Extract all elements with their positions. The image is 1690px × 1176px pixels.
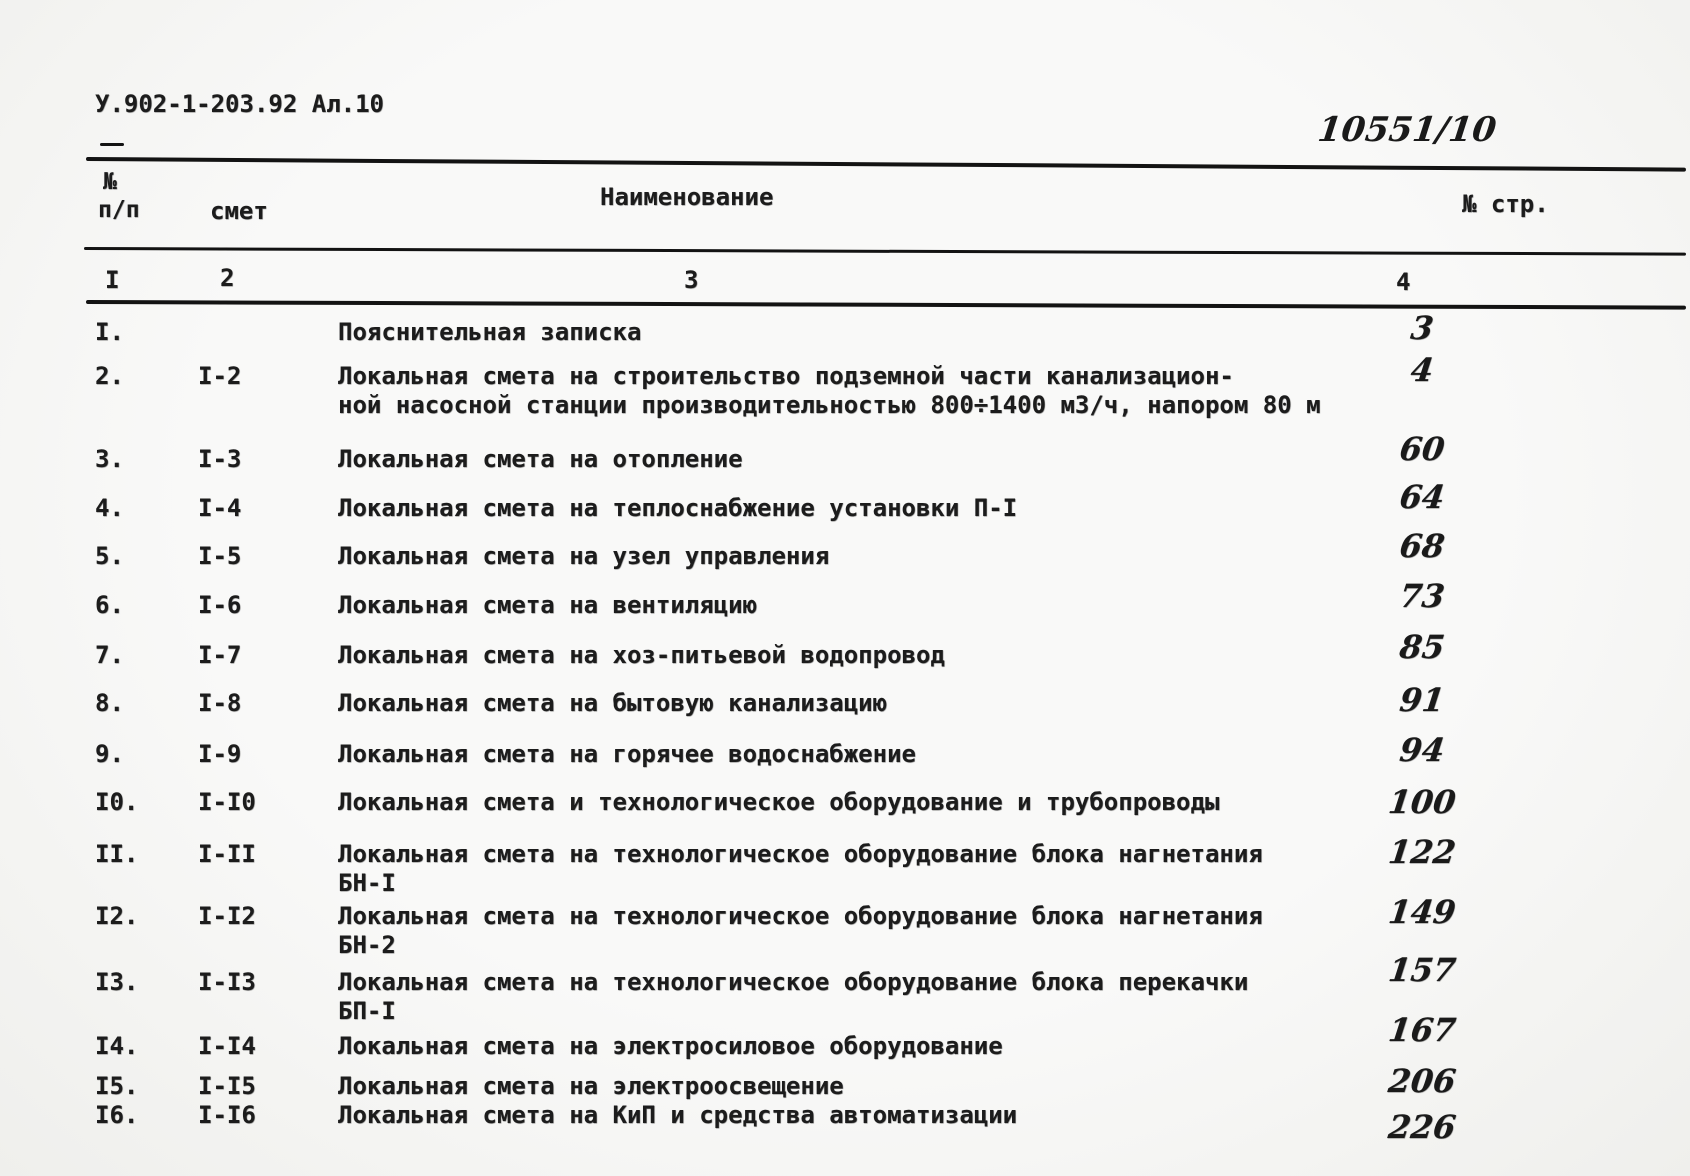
estimate-title: Локальная смета на узел управления xyxy=(338,542,830,570)
row-number: I3. xyxy=(95,968,139,996)
stamp-number: 10551/10 xyxy=(1315,110,1499,150)
margin-dash xyxy=(100,143,124,146)
estimate-number: I-I4 xyxy=(198,1032,256,1060)
rule-top xyxy=(86,157,1686,172)
column-number-2: 2 xyxy=(220,264,235,292)
page-number: 73 xyxy=(1397,577,1447,615)
estimate-number: I-II xyxy=(198,840,256,868)
estimate-number: I-8 xyxy=(198,689,242,717)
row-number: 8. xyxy=(95,689,124,717)
row-number: I2. xyxy=(95,902,139,930)
estimate-title: Локальная смета на строительство подземной части канализацион- xyxy=(338,362,1234,390)
document-code: У.902-1-203.92 Ал.10 xyxy=(95,90,384,118)
estimate-title: Локальная смета на отопление xyxy=(338,445,743,473)
page-number: 100 xyxy=(1386,783,1458,821)
estimate-number: I-3 xyxy=(198,445,242,473)
row-number: 2. xyxy=(95,362,124,390)
estimate-title: Локальная смета и технологическое оборудование и трубопроводы xyxy=(338,788,1220,816)
estimate-title: Локальная смета на горячее водоснабжение xyxy=(338,740,916,768)
header-no-symbol: № xyxy=(103,169,117,195)
row-number: I4. xyxy=(95,1032,139,1060)
row-number: I5. xyxy=(95,1072,139,1100)
estimate-number: I-I2 xyxy=(198,902,256,930)
header-no-pp: п/п xyxy=(98,197,140,223)
estimate-title: Локальная смета на электроосвещение xyxy=(338,1072,844,1100)
page-number: 122 xyxy=(1386,833,1458,871)
estimate-title: Пояснительная записка xyxy=(338,318,642,346)
page-number: 60 xyxy=(1397,430,1447,468)
estimate-title: Локальная смета на технологическое оборудование блока перекачки xyxy=(338,968,1249,996)
row-number: 4. xyxy=(95,494,124,522)
row-number: II. xyxy=(95,840,139,868)
row-number: I. xyxy=(95,318,124,346)
estimate-number: I-4 xyxy=(198,494,242,522)
column-number-1: I xyxy=(105,266,120,294)
page-number: 157 xyxy=(1386,951,1458,989)
page-number: 85 xyxy=(1397,628,1447,666)
page-number: 68 xyxy=(1397,527,1447,565)
estimate-title: Локальная смета на теплоснабжение установки П-I xyxy=(338,494,1018,522)
estimate-number: I-2 xyxy=(198,362,242,390)
header-smeta: смет xyxy=(210,197,268,225)
row-number: I6. xyxy=(95,1101,139,1129)
row-number: 9. xyxy=(95,740,124,768)
page-number: 64 xyxy=(1397,478,1447,516)
page-number: 206 xyxy=(1386,1062,1458,1100)
estimate-title: Локальная смета на технологическое оборудование блока нагнетания xyxy=(338,840,1263,868)
estimate-title-line2: БН-2 xyxy=(338,931,396,959)
page-number: 149 xyxy=(1386,893,1458,931)
row-number: 5. xyxy=(95,542,124,570)
estimate-number: I-6 xyxy=(198,591,242,619)
page-number: 4 xyxy=(1408,351,1436,389)
page-number: 94 xyxy=(1397,731,1447,769)
estimate-number: I-7 xyxy=(198,641,242,669)
estimate-title: Локальная смета на КиП и средства автоматизации xyxy=(338,1101,1018,1129)
estimate-number: I-I3 xyxy=(198,968,256,996)
estimate-title: Локальная смета на вентиляцию xyxy=(338,591,758,619)
page-number: 91 xyxy=(1397,681,1447,719)
row-number: 6. xyxy=(95,591,124,619)
column-number-4: 4 xyxy=(1396,268,1411,296)
row-number: I0. xyxy=(95,788,139,816)
page-number: 226 xyxy=(1386,1108,1458,1146)
header-page: № стр. xyxy=(1462,190,1549,218)
estimate-number: I-I6 xyxy=(198,1101,256,1129)
estimate-number: I-I5 xyxy=(198,1072,256,1100)
estimate-title: Локальная смета на технологическое оборудование блока нагнетания xyxy=(338,902,1263,930)
rule-colnum-bottom xyxy=(86,300,1686,310)
estimate-title-line2: БН-I xyxy=(338,869,396,897)
page-number: 3 xyxy=(1408,309,1436,347)
estimate-title: Локальная смета на электросиловое оборудование xyxy=(338,1032,1003,1060)
estimate-title-line2: ной насосной станции производительностью 800÷1400 м3/ч, напором 80 м xyxy=(338,391,1321,419)
rule-header-bottom xyxy=(84,247,1686,256)
page-number: 167 xyxy=(1386,1011,1458,1049)
row-number: 7. xyxy=(95,641,124,669)
estimate-title: Локальная смета на бытовую канализацию xyxy=(338,689,888,717)
row-number: 3. xyxy=(95,445,124,473)
estimate-number: I-9 xyxy=(198,740,242,768)
estimate-number: I-5 xyxy=(198,542,242,570)
estimate-number: I-I0 xyxy=(198,788,256,816)
header-name: Наименование xyxy=(600,183,774,211)
estimate-title: Локальная смета на хоз-питьевой водопровод xyxy=(338,641,945,669)
column-number-3: 3 xyxy=(684,266,699,294)
estimate-title-line2: БП-I xyxy=(338,997,396,1025)
